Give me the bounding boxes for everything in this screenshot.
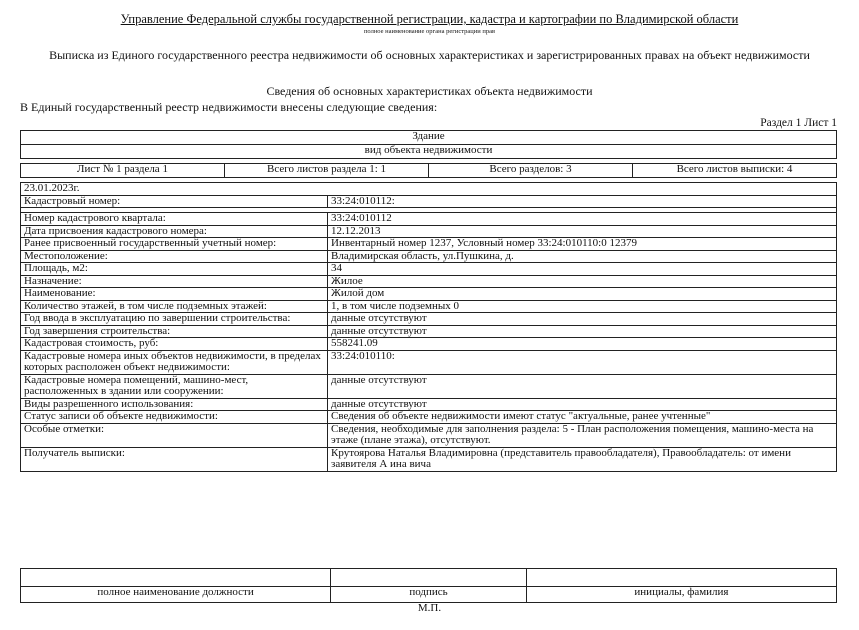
field-label: Кадастровая стоимость, руб:: [21, 338, 328, 351]
field-row: [21, 213, 837, 226]
field-label: Кадастровые номера помещений, машино-мест, расположенных в здании или сооружении:: [21, 374, 328, 398]
signature-table: [20, 568, 837, 603]
field-value: Сведения об объекте недвижимости имеют статус "актуальные, ранее учтенные": [328, 411, 837, 424]
field-label: Дата присвоения кадастрового номера:: [21, 225, 328, 238]
signature-cell: [331, 569, 527, 587]
stamp-place: М.П.: [417, 602, 442, 614]
intro-text: В Единый государственный реестр недвижимости внесены следующие сведения:: [20, 100, 438, 114]
position-caption: полное наименование должности: [21, 587, 331, 603]
extract-title: Выписка из Единого государственного реестра недвижимости об основных характеристиках и зарегистрированных правах на объект недвижимости: [49, 48, 810, 62]
fields-list: [21, 213, 837, 472]
field-value: 34: [328, 263, 837, 276]
field-row: [21, 275, 837, 288]
signature-caption: подпись: [331, 587, 527, 603]
field-row: [21, 263, 837, 276]
field-row: [21, 300, 837, 313]
field-row: [21, 398, 837, 411]
field-row: [21, 313, 837, 326]
field-value: 33:24:010112: [328, 213, 837, 226]
field-row: [21, 225, 837, 238]
field-label: Ранее присвоенный государственный учетный номер:: [21, 238, 328, 251]
field-label: Количество этажей, в том числе подземных этажей:: [21, 300, 328, 313]
field-label: Площадь, м2:: [21, 263, 328, 276]
field-value: Жилой дом: [328, 288, 837, 301]
field-row: [21, 288, 837, 301]
object-type: Здание: [21, 131, 837, 145]
field-label: Год завершения строительства:: [21, 325, 328, 338]
field-value: данные отсутствуют: [328, 313, 837, 326]
field-label: Кадастровые номера иных объектов недвижимости, в пределах которых расположен объект недвижимости:: [21, 350, 328, 374]
name-caption: инициалы, фамилия: [526, 587, 836, 603]
field-value: данные отсутствуют: [328, 398, 837, 411]
section-heading: Сведения об основных характеристиках объекта недвижимости: [266, 84, 593, 98]
field-label: Виды разрешенного использования:: [21, 398, 328, 411]
field-value: 33:24:010110:: [328, 350, 837, 374]
characteristics-table: [20, 182, 837, 472]
field-value: 12.12.2013: [328, 225, 837, 238]
field-label: Назначение:: [21, 275, 328, 288]
field-label: Номер кадастрового квартала:: [21, 213, 328, 226]
field-row: [21, 325, 837, 338]
position-cell: [21, 569, 331, 587]
field-label: Наименование:: [21, 288, 328, 301]
field-row: [21, 423, 837, 447]
field-label: Получатель выписки:: [21, 447, 328, 471]
field-value: Крутоярова Наталья Владимировна (представитель правообладателя), Правообладатель: от имени заявителя А ина вича: [328, 447, 837, 471]
field-label: Статус записи об объекте недвижимости:: [21, 411, 328, 424]
field-row: [21, 338, 837, 351]
cadastral-number-value: 33:24:010112:: [328, 195, 837, 208]
total-sheets-extract: Всего листов выписки: 4: [633, 164, 837, 178]
object-type-table: [20, 130, 837, 159]
field-row: [21, 238, 837, 251]
field-label: Особые отметки:: [21, 423, 328, 447]
sheet-of-section: Лист № 1 раздела 1: [21, 164, 225, 178]
field-row: [21, 374, 837, 398]
field-value: 1, в том числе подземных 0: [328, 300, 837, 313]
field-label: Местоположение:: [21, 250, 328, 263]
cadastral-number-label: Кадастровый номер:: [21, 195, 328, 208]
field-row: [21, 350, 837, 374]
total-sections: Всего разделов: 3: [429, 164, 633, 178]
organization-caption: полное наименование органа регистрации прав: [363, 28, 496, 35]
organization-name: Управление Федеральной службы государственной регистрации, кадастра и картографии по Владимирской области: [120, 12, 739, 26]
field-row: [21, 411, 837, 424]
field-value: Владимирская область, ул.Пушкина, д.: [328, 250, 837, 263]
sheet-info-table: [20, 163, 837, 178]
section-sheet: Раздел 1 Лист 1: [760, 117, 837, 129]
object-type-caption: вид объекта недвижимости: [21, 145, 837, 159]
field-value: Жилое: [328, 275, 837, 288]
field-value: Инвентарный номер 1237, Условный номер 33:24:010110:0 12379: [328, 238, 837, 251]
field-value: 558241.09: [328, 338, 837, 351]
field-row: [21, 250, 837, 263]
field-value: данные отсутствуют: [328, 325, 837, 338]
extract-date: 23.01.2023г.: [21, 183, 837, 196]
field-value: данные отсутствуют: [328, 374, 837, 398]
field-row: [21, 447, 837, 471]
total-sheets-section: Всего листов раздела 1: 1: [225, 164, 429, 178]
field-value: Сведения, необходимые для заполнения раздела: 5 - План расположения помещения, машино-места на этаже (плане этажа), отсутствуют.: [328, 423, 837, 447]
field-label: Год ввода в эксплуатацию по завершении строительства:: [21, 313, 328, 326]
name-cell: [526, 569, 836, 587]
